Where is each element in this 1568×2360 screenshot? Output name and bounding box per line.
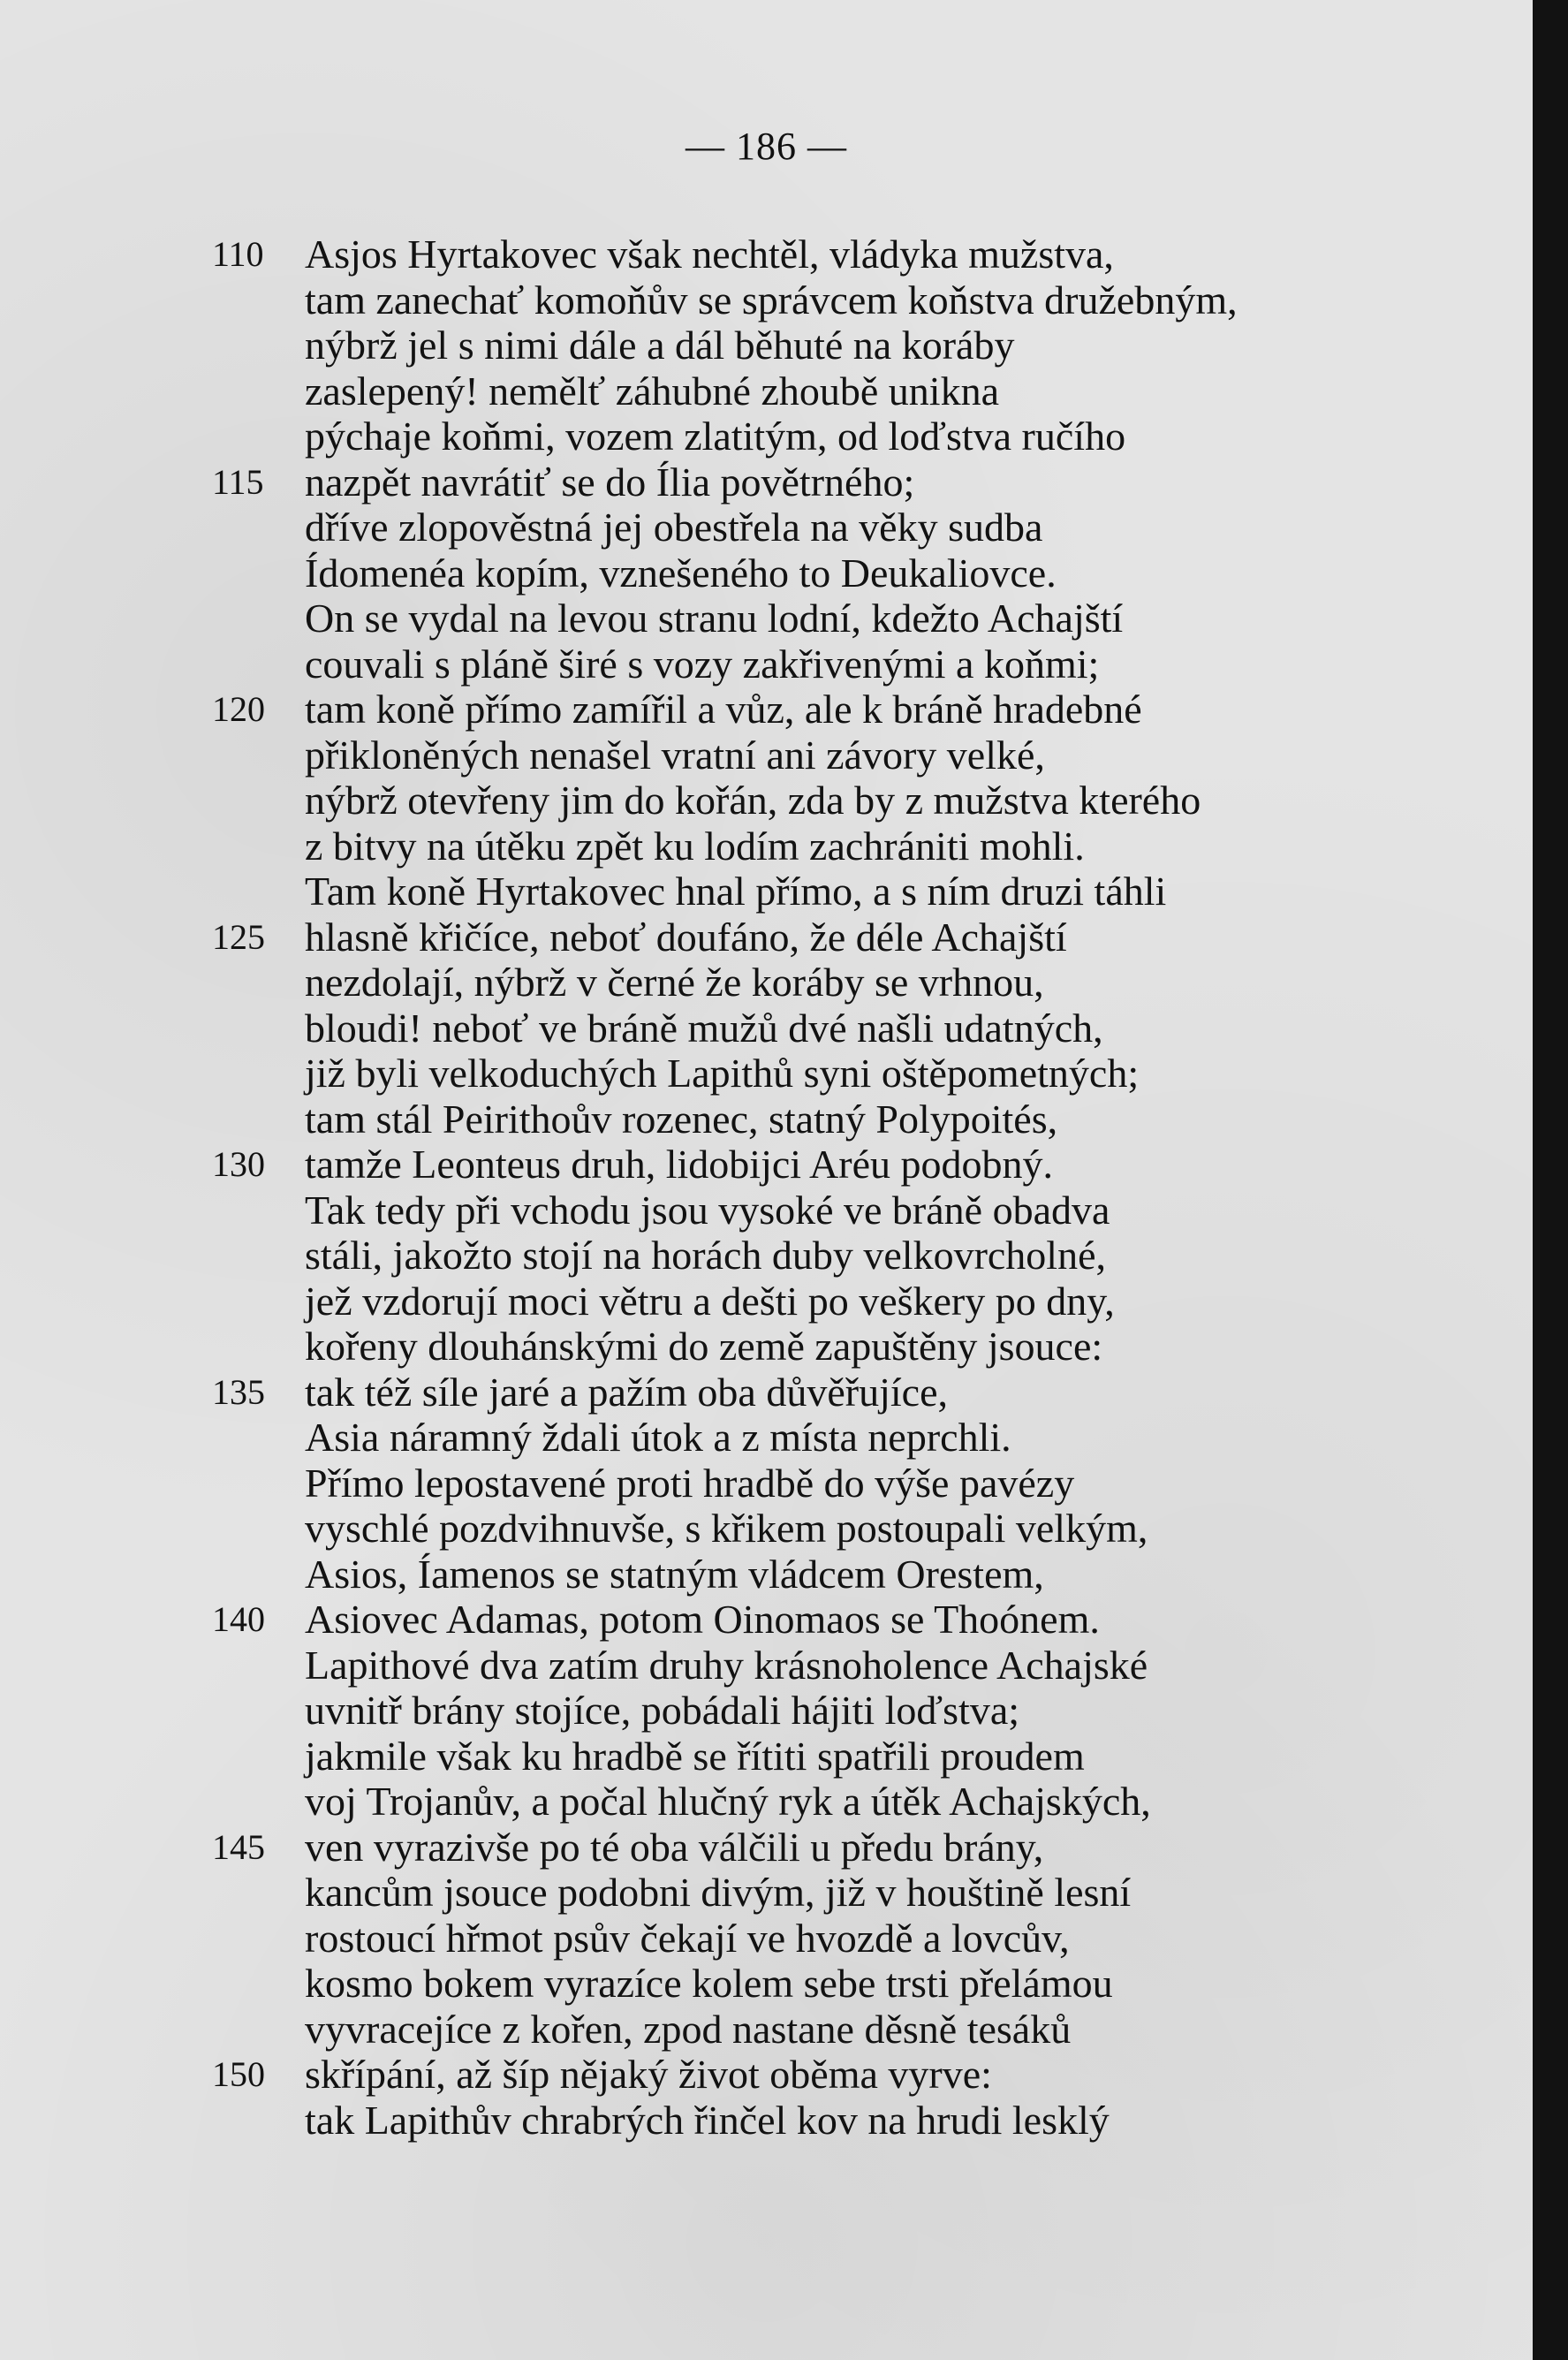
verse-text: dříve zlopověstná jej obestřela na věky sudba	[305, 505, 1043, 550]
verse-text: jež vzdorují moci větru a dešti po veškery po dny,	[305, 1278, 1115, 1324]
verse-text: hlasně křičíce, neboť doufáno, že déle Achajští	[305, 914, 1067, 960]
line-number: 110	[212, 234, 264, 274]
line-number: 130	[212, 1144, 265, 1184]
verse-text: již byli velkoduchých Lapithů syni oštěpometných;	[305, 1051, 1140, 1096]
verse-text: Asjos Hyrtakovec však nechtěl, vládyka mužstva,	[305, 231, 1114, 277]
verse-text: kořeny dlouhánskými do země zapuštěny jsouce:	[305, 1324, 1103, 1369]
verse-text: Přímo lepostavené proti hradbě do výše pavézy	[305, 1460, 1075, 1506]
verse-text: tam koně přímo zamířil a vůz, ale k bráně hradebné	[305, 687, 1142, 732]
verse-text: uvnitř brány stojíce, pobádali hájiti loďstva;	[305, 1688, 1020, 1733]
verse-text: rostoucí hřmot psův čekají ve hvozdě a lovcův,	[305, 1915, 1070, 1961]
verse-text: tam stál Peirithoův rozenec, statný Polypoités,	[305, 1096, 1058, 1142]
verse-text: z bitvy na útěku zpět ku lodím zachrániti mohli.	[305, 823, 1085, 869]
verse-text: On se vydal na levou stranu lodní, kdežto Achajští	[305, 596, 1124, 641]
verse-text: Lapithové dva zatím druhy krásnoholence Achajské	[305, 1642, 1148, 1688]
verse-text: Asios, Íamenos se statným vládcem Orestem,	[305, 1551, 1044, 1597]
verse-text: Asia náramný ždali útok a z místa neprchli.	[305, 1415, 1011, 1460]
line-number: 125	[212, 916, 265, 957]
line-number: 145	[212, 1826, 265, 1867]
page-number: — 186 —	[686, 125, 847, 168]
verse-text: vyschlé pozdvihnuvše, s křikem postoupali velkým,	[305, 1506, 1148, 1551]
verse-text: Tam koně Hyrtakovec hnal přímo, a s ním druzi táhli	[305, 869, 1167, 914]
verse-text: bloudi! neboť ve bráně mužů dvé našli udatných,	[305, 1005, 1103, 1051]
verse-text: Tak tedy při vchodu jsou vysoké ve bráně obadva	[305, 1187, 1110, 1233]
verse-text: nýbrž jel s nimi dále a dál běhuté na koráby	[305, 323, 1015, 368]
verse-text: couvali s pláně širé s vozy zakřivenými a koňmi;	[305, 641, 1100, 687]
verse-text: tamže Leonteus druh, lidobijci Aréu podobný.	[305, 1142, 1053, 1187]
verse-text: tak Lapithův chrabrých řinčel kov na hrudi lesklý	[305, 2097, 1110, 2143]
verse-text: přikloněných nenašel vratní ani závory velké,	[305, 732, 1045, 778]
verse-text: skřípání, až šíp nějaký život oběma vyrve:	[305, 2052, 992, 2097]
verse-text: kosmo bokem vyrazíce kolem sebe trsti přelámou	[305, 1961, 1113, 2006]
verse-text: Ídomenéa kopím, vznešeného to Deukaliovce.	[305, 550, 1057, 596]
verse-text: nýbrž otevřeny jim do kořán, zda by z mužstva kterého	[305, 778, 1201, 823]
page-edge-shadow	[1533, 0, 1568, 2360]
verse-text: Asiovec Adamas, potom Oinomaos se Thoónem.	[305, 1597, 1100, 1642]
verse-text: pýchaje koňmi, vozem zlatitým, od loďstva ručího	[305, 414, 1126, 459]
verse-text: jakmile však ku hradbě se řítiti spatřili proudem	[305, 1733, 1085, 1779]
verse-text: ven vyrazivše po té oba válčili u předu brány,	[305, 1824, 1044, 1870]
verse-text: nazpět navrátiť se do Ília povětrného;	[305, 459, 915, 505]
line-number: 115	[212, 461, 264, 502]
verse-text: nezdolají, nýbrž v černé že koráby se vrhnou,	[305, 960, 1044, 1005]
line-number: 120	[212, 689, 265, 729]
verse-text: vyvracejíce z kořen, zpod nastane děsně tesáků	[305, 2006, 1072, 2052]
line-number: 135	[212, 1371, 265, 1412]
verse-text: tam zanechať komoňův se správcem koňstva družebným,	[305, 277, 1238, 323]
verse-text: kancům jsouce podobni divým, již v houštině lesní	[305, 1870, 1132, 1915]
verse-text: stáli, jakožto stojí na horách duby velkovrcholné,	[305, 1233, 1106, 1278]
line-number: 140	[212, 1599, 265, 1639]
verse-text: tak též síle jaré a pažím oba důvěřujíce,	[305, 1369, 948, 1415]
line-number: 150	[212, 2054, 265, 2094]
verse-text: voj Trojanův, a počal hlučný ryk a útěk Achajských,	[305, 1779, 1151, 1824]
verse-text: zaslepený! nemělť záhubné zhoubě unikna	[305, 368, 999, 414]
